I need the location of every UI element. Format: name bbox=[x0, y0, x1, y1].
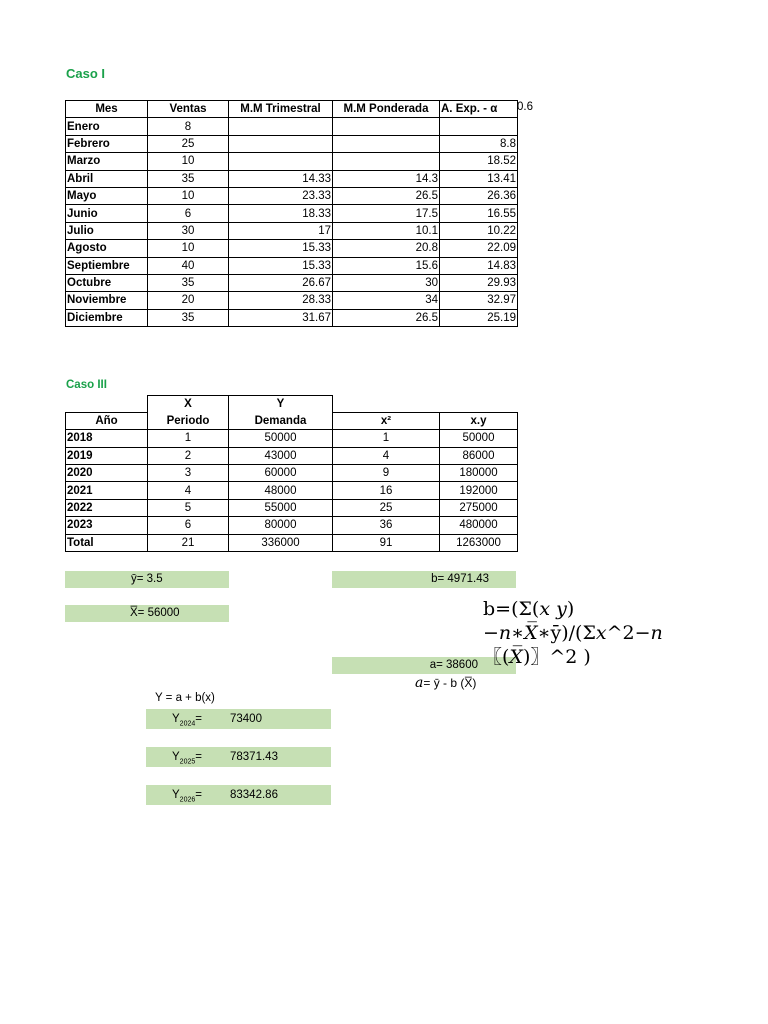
table-row bbox=[66, 517, 518, 534]
table-cell bbox=[333, 135, 440, 152]
table-cell: 6 bbox=[148, 517, 229, 534]
table-cell bbox=[229, 118, 333, 135]
table-cell: 31.67 bbox=[229, 309, 333, 326]
table-row bbox=[66, 309, 518, 326]
caso3-title: Caso III bbox=[66, 379, 107, 391]
table-cell: 14.3 bbox=[333, 170, 440, 187]
table-row bbox=[66, 170, 518, 187]
table-cell bbox=[333, 153, 440, 170]
table-cell: 8.8 bbox=[440, 135, 518, 152]
table-row bbox=[66, 430, 518, 447]
row-label: 2019 bbox=[66, 447, 148, 464]
table-cell: 28.33 bbox=[229, 292, 333, 309]
row-label: Febrero bbox=[66, 135, 148, 152]
table-cell: 8 bbox=[148, 118, 229, 135]
caso1-table bbox=[65, 100, 518, 327]
a-formula-symbol: 𝑎 bbox=[415, 675, 424, 691]
table-cell: 17.5 bbox=[333, 205, 440, 222]
model-equation: Y = a + b(x) bbox=[155, 692, 215, 704]
table-cell: 91 bbox=[333, 534, 440, 551]
row-label: 2022 bbox=[66, 499, 148, 516]
table-cell: 480000 bbox=[440, 517, 518, 534]
table-row bbox=[66, 447, 518, 464]
table-cell: 60000 bbox=[229, 465, 333, 482]
table-cell: 25 bbox=[333, 499, 440, 516]
table-cell: 3 bbox=[148, 465, 229, 482]
ybar-box bbox=[65, 571, 229, 588]
row-label: 2018 bbox=[66, 430, 148, 447]
table-cell: 16.55 bbox=[440, 205, 518, 222]
table-cell: 1263000 bbox=[440, 534, 518, 551]
table-cell: 10.1 bbox=[333, 222, 440, 239]
table-cell: 1 bbox=[148, 430, 229, 447]
table-cell: 34 bbox=[333, 292, 440, 309]
table-cell: 5 bbox=[148, 499, 229, 516]
b-value: b= 4971.43 bbox=[431, 573, 489, 585]
table-cell: 29.93 bbox=[440, 274, 518, 291]
table-cell: 275000 bbox=[440, 499, 518, 516]
column-header bbox=[440, 396, 518, 413]
table-cell: 80000 bbox=[229, 517, 333, 534]
prediction-label: $Y_{2024}=$ bbox=[172, 713, 202, 728]
table-row bbox=[66, 499, 518, 516]
prediction-label: $Y_{2026}=$ bbox=[172, 789, 202, 804]
table-cell: 55000 bbox=[229, 499, 333, 516]
prediction-value: 73400 bbox=[230, 713, 262, 725]
column-header: x.y bbox=[440, 412, 518, 429]
column-header: Año bbox=[66, 412, 148, 429]
table-cell: 9 bbox=[333, 465, 440, 482]
table-cell: 1 bbox=[333, 430, 440, 447]
table-cell: 15.6 bbox=[333, 257, 440, 274]
prediction-2026 bbox=[146, 785, 331, 805]
table-cell: 10 bbox=[148, 240, 229, 257]
row-label: Marzo bbox=[66, 153, 148, 170]
table-cell: 50000 bbox=[229, 430, 333, 447]
prediction-2025 bbox=[146, 747, 331, 767]
table-header-row bbox=[66, 412, 518, 429]
table-cell: 32.97 bbox=[440, 292, 518, 309]
table-cell: 10.22 bbox=[440, 222, 518, 239]
column-header: Y bbox=[229, 396, 333, 413]
table-cell bbox=[229, 153, 333, 170]
table-cell: 25.19 bbox=[440, 309, 518, 326]
row-label: Noviembre bbox=[66, 292, 148, 309]
table-cell: 21 bbox=[148, 534, 229, 551]
xbar-value: X̅= 56000 bbox=[130, 607, 180, 619]
row-label: 2021 bbox=[66, 482, 148, 499]
a-formula-text: = ȳ - b (X̅) bbox=[423, 676, 477, 690]
row-label: Julio bbox=[66, 222, 148, 239]
table-cell: 6 bbox=[148, 205, 229, 222]
table-cell: 20.8 bbox=[333, 240, 440, 257]
column-header: X bbox=[148, 396, 229, 413]
table-cell: 30 bbox=[148, 222, 229, 239]
table-cell: 25 bbox=[148, 135, 229, 152]
table-cell: 2 bbox=[148, 447, 229, 464]
column-header: M.M Ponderada bbox=[333, 101, 440, 118]
table-cell: 40 bbox=[148, 257, 229, 274]
table-row bbox=[66, 118, 518, 135]
table-cell bbox=[440, 118, 518, 135]
table-cell: 35 bbox=[148, 170, 229, 187]
row-label: Agosto bbox=[66, 240, 148, 257]
table-cell: 26.5 bbox=[333, 309, 440, 326]
table-row bbox=[66, 292, 518, 309]
table-cell: 192000 bbox=[440, 482, 518, 499]
xbar-box bbox=[65, 605, 229, 622]
table-header-row bbox=[66, 396, 518, 413]
table-cell bbox=[333, 118, 440, 135]
row-label: Septiembre bbox=[66, 257, 148, 274]
table-row bbox=[66, 205, 518, 222]
table-cell: 35 bbox=[148, 274, 229, 291]
table-cell: 17 bbox=[229, 222, 333, 239]
table-cell: 13.41 bbox=[440, 170, 518, 187]
table-cell: 23.33 bbox=[229, 187, 333, 204]
table-cell: 86000 bbox=[440, 447, 518, 464]
table-row bbox=[66, 465, 518, 482]
table-row bbox=[66, 135, 518, 152]
table-cell: 22.09 bbox=[440, 240, 518, 257]
column-header: A. Exp. - α bbox=[440, 101, 518, 118]
table-cell: 14.83 bbox=[440, 257, 518, 274]
b-formula: b=(Σ(𝑥 𝑦)−𝑛∗𝑋̅∗ȳ)/(Σ𝑥^2−𝑛〖(𝑋̅)〗^2 ) bbox=[483, 598, 663, 668]
table-cell: 15.33 bbox=[229, 257, 333, 274]
table-cell: 18.52 bbox=[440, 153, 518, 170]
table-row bbox=[66, 274, 518, 291]
column-header: M.M Trimestral bbox=[229, 101, 333, 118]
table-cell: 18.33 bbox=[229, 205, 333, 222]
table-cell: 4 bbox=[148, 482, 229, 499]
column-header bbox=[333, 396, 440, 413]
table-cell: 336000 bbox=[229, 534, 333, 551]
prediction-label: $Y_{2025}=$ bbox=[172, 751, 202, 766]
table-cell: 35 bbox=[148, 309, 229, 326]
column-header: Mes bbox=[66, 101, 148, 118]
column-header: Demanda bbox=[229, 412, 333, 429]
table-row bbox=[66, 482, 518, 499]
table-cell: 30 bbox=[333, 274, 440, 291]
prediction-2024 bbox=[146, 709, 331, 729]
table-cell: 36 bbox=[333, 517, 440, 534]
column-header: Ventas bbox=[148, 101, 229, 118]
table-cell: 43000 bbox=[229, 447, 333, 464]
table-cell: 10 bbox=[148, 187, 229, 204]
table-row bbox=[66, 222, 518, 239]
column-header: Periodo bbox=[148, 412, 229, 429]
table-row bbox=[66, 240, 518, 257]
table-cell: 180000 bbox=[440, 465, 518, 482]
alpha-value: 0.6 bbox=[517, 101, 533, 113]
table-cell: 26.36 bbox=[440, 187, 518, 204]
table-row bbox=[66, 257, 518, 274]
row-label: Diciembre bbox=[66, 309, 148, 326]
table-cell: 14.33 bbox=[229, 170, 333, 187]
row-label: 2023 bbox=[66, 517, 148, 534]
caso3-table bbox=[65, 395, 518, 552]
table-cell bbox=[229, 135, 333, 152]
row-label: Junio bbox=[66, 205, 148, 222]
a-value: a= 38600 bbox=[429, 659, 478, 671]
table-cell: 48000 bbox=[229, 482, 333, 499]
row-label: 2020 bbox=[66, 465, 148, 482]
table-cell: 4 bbox=[333, 447, 440, 464]
prediction-value: 83342.86 bbox=[230, 789, 278, 801]
table-cell: 20 bbox=[148, 292, 229, 309]
b-box bbox=[332, 571, 516, 588]
table-cell: 50000 bbox=[440, 430, 518, 447]
table-row bbox=[66, 534, 518, 551]
row-label: Abril bbox=[66, 170, 148, 187]
table-header-row bbox=[66, 101, 518, 118]
prediction-value: 78371.43 bbox=[230, 751, 278, 763]
row-label: Enero bbox=[66, 118, 148, 135]
column-header bbox=[66, 396, 148, 413]
a-formula bbox=[415, 675, 476, 691]
row-label: Octubre bbox=[66, 274, 148, 291]
table-cell: 26.5 bbox=[333, 187, 440, 204]
table-cell: 10 bbox=[148, 153, 229, 170]
table-cell: 15.33 bbox=[229, 240, 333, 257]
table-cell: 16 bbox=[333, 482, 440, 499]
table-row bbox=[66, 187, 518, 204]
column-header: x² bbox=[333, 412, 440, 429]
caso1-title: Caso I bbox=[66, 66, 106, 81]
row-label: Total bbox=[66, 534, 148, 551]
table-row bbox=[66, 153, 518, 170]
ybar-value: ȳ= 3.5 bbox=[131, 573, 163, 585]
table-cell: 26.67 bbox=[229, 274, 333, 291]
row-label: Mayo bbox=[66, 187, 148, 204]
